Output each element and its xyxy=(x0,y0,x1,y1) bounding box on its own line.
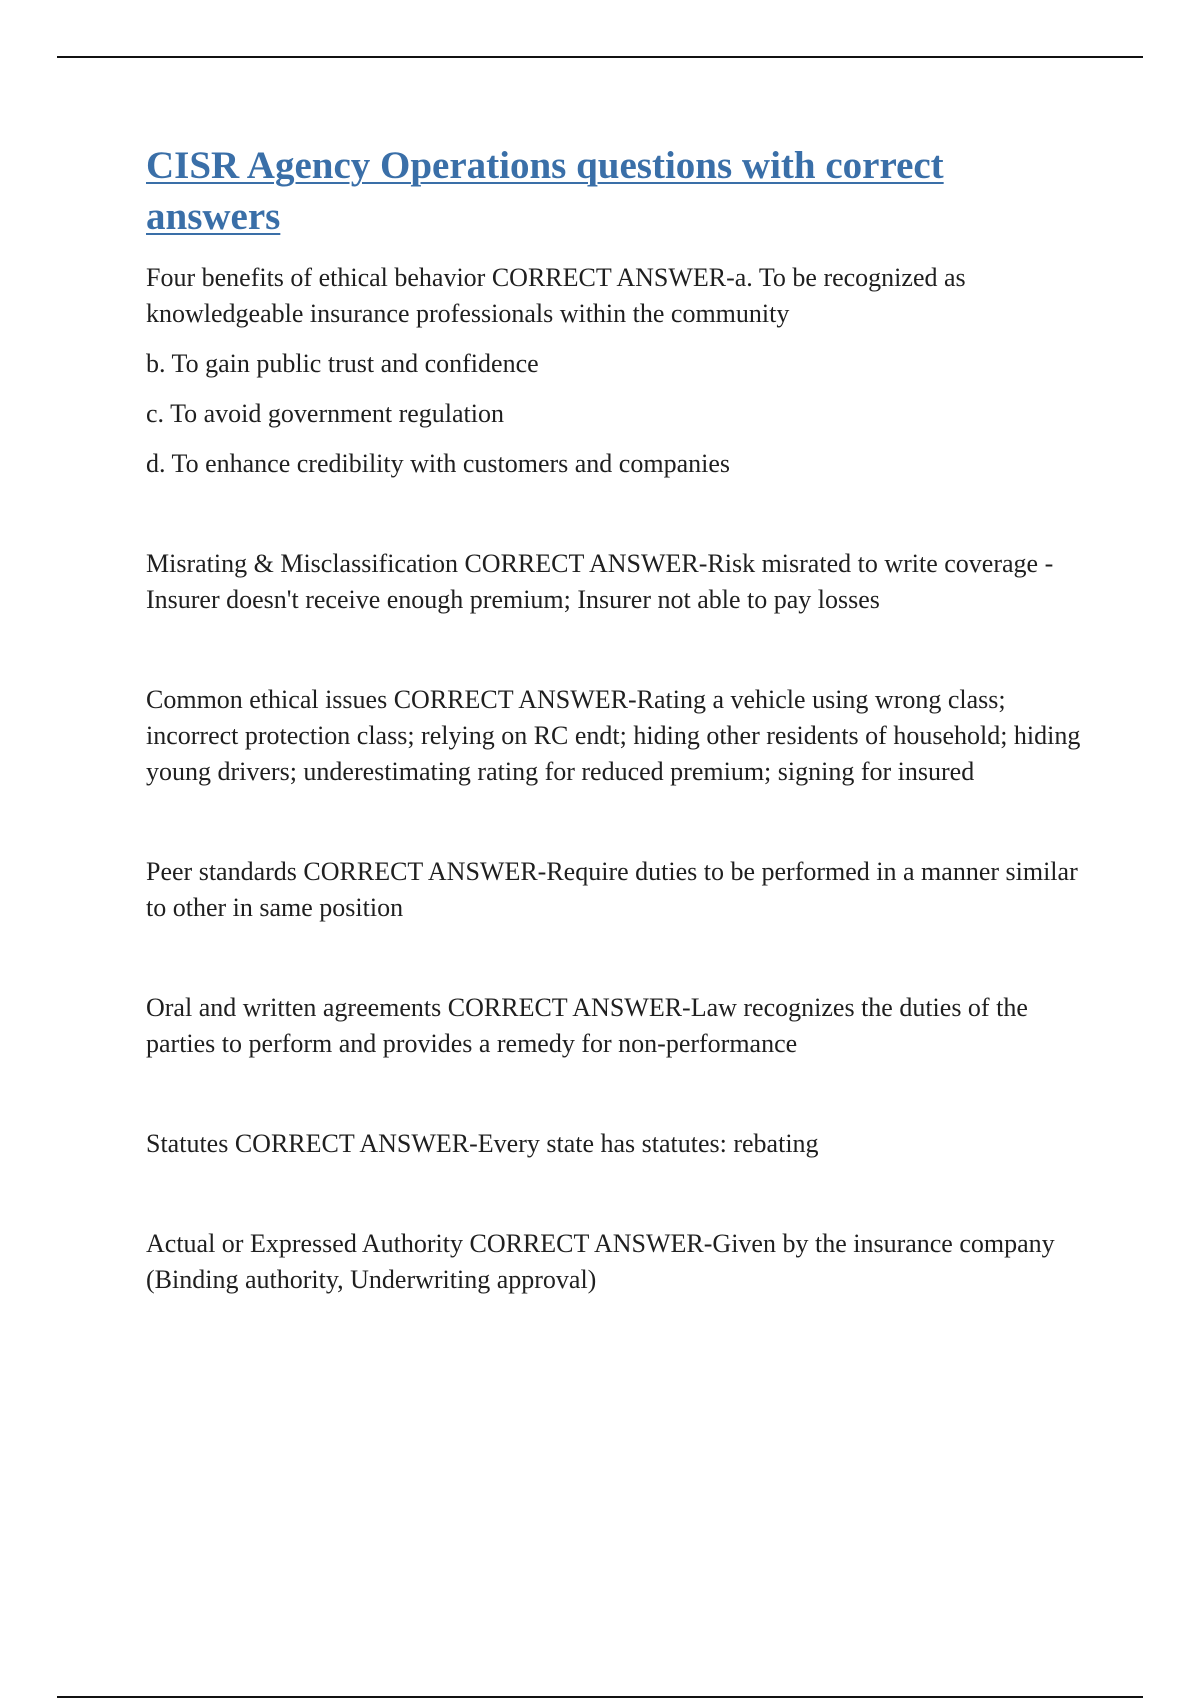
qa-common-ethical-issues: Common ethical issues CORRECT ANSWER-Rating a vehicle using wrong class; incorrect protection class; relying on RC endt; hiding other residents of household; hiding young drivers; underestimating rating for reduced premium; signing for insured xyxy=(146,685,1081,786)
qa-misrating: Misrating & Misclassification CORRECT ANSWER-Risk misrated to write coverage - Insurer doesn't receive enough premium; Insurer not able to pay losses xyxy=(146,549,1054,614)
qa-statutes: Statutes CORRECT ANSWER-Every state has statutes: rebating xyxy=(146,1129,819,1158)
qa-ethical-benefits-d: d. To enhance credibility with customers and companies xyxy=(146,449,730,478)
qa-ethical-benefits-b: b. To gain public trust and confidence xyxy=(146,349,539,378)
document-title[interactable] xyxy=(146,140,1096,242)
qa-ethical-benefits-c: c. To avoid government regulation xyxy=(146,399,504,428)
qa-ethical-benefits: Four benefits of ethical behavior CORRECT ANSWER-a. To be recognized as knowledgeable insurance professionals within the community xyxy=(146,263,966,328)
qa-actual-authority: Actual or Expressed Authority CORRECT ANSWER-Given by the insurance company (Binding authority, Underwriting approval) xyxy=(146,1229,1055,1294)
title-line-1: CISR Agency Operations questions with correct xyxy=(146,144,944,187)
bottom-rule xyxy=(57,1696,1143,1698)
document-body xyxy=(146,140,1096,1298)
title-line-2: answers xyxy=(146,195,281,238)
qa-oral-written-agreements: Oral and written agreements CORRECT ANSWER-Law recognizes the duties of the parties to perform and provides a remedy for non-performance xyxy=(146,993,1028,1058)
top-rule xyxy=(57,56,1143,58)
qa-peer-standards: Peer standards CORRECT ANSWER-Require duties to be performed in a manner similar to other in same position xyxy=(146,857,1078,922)
